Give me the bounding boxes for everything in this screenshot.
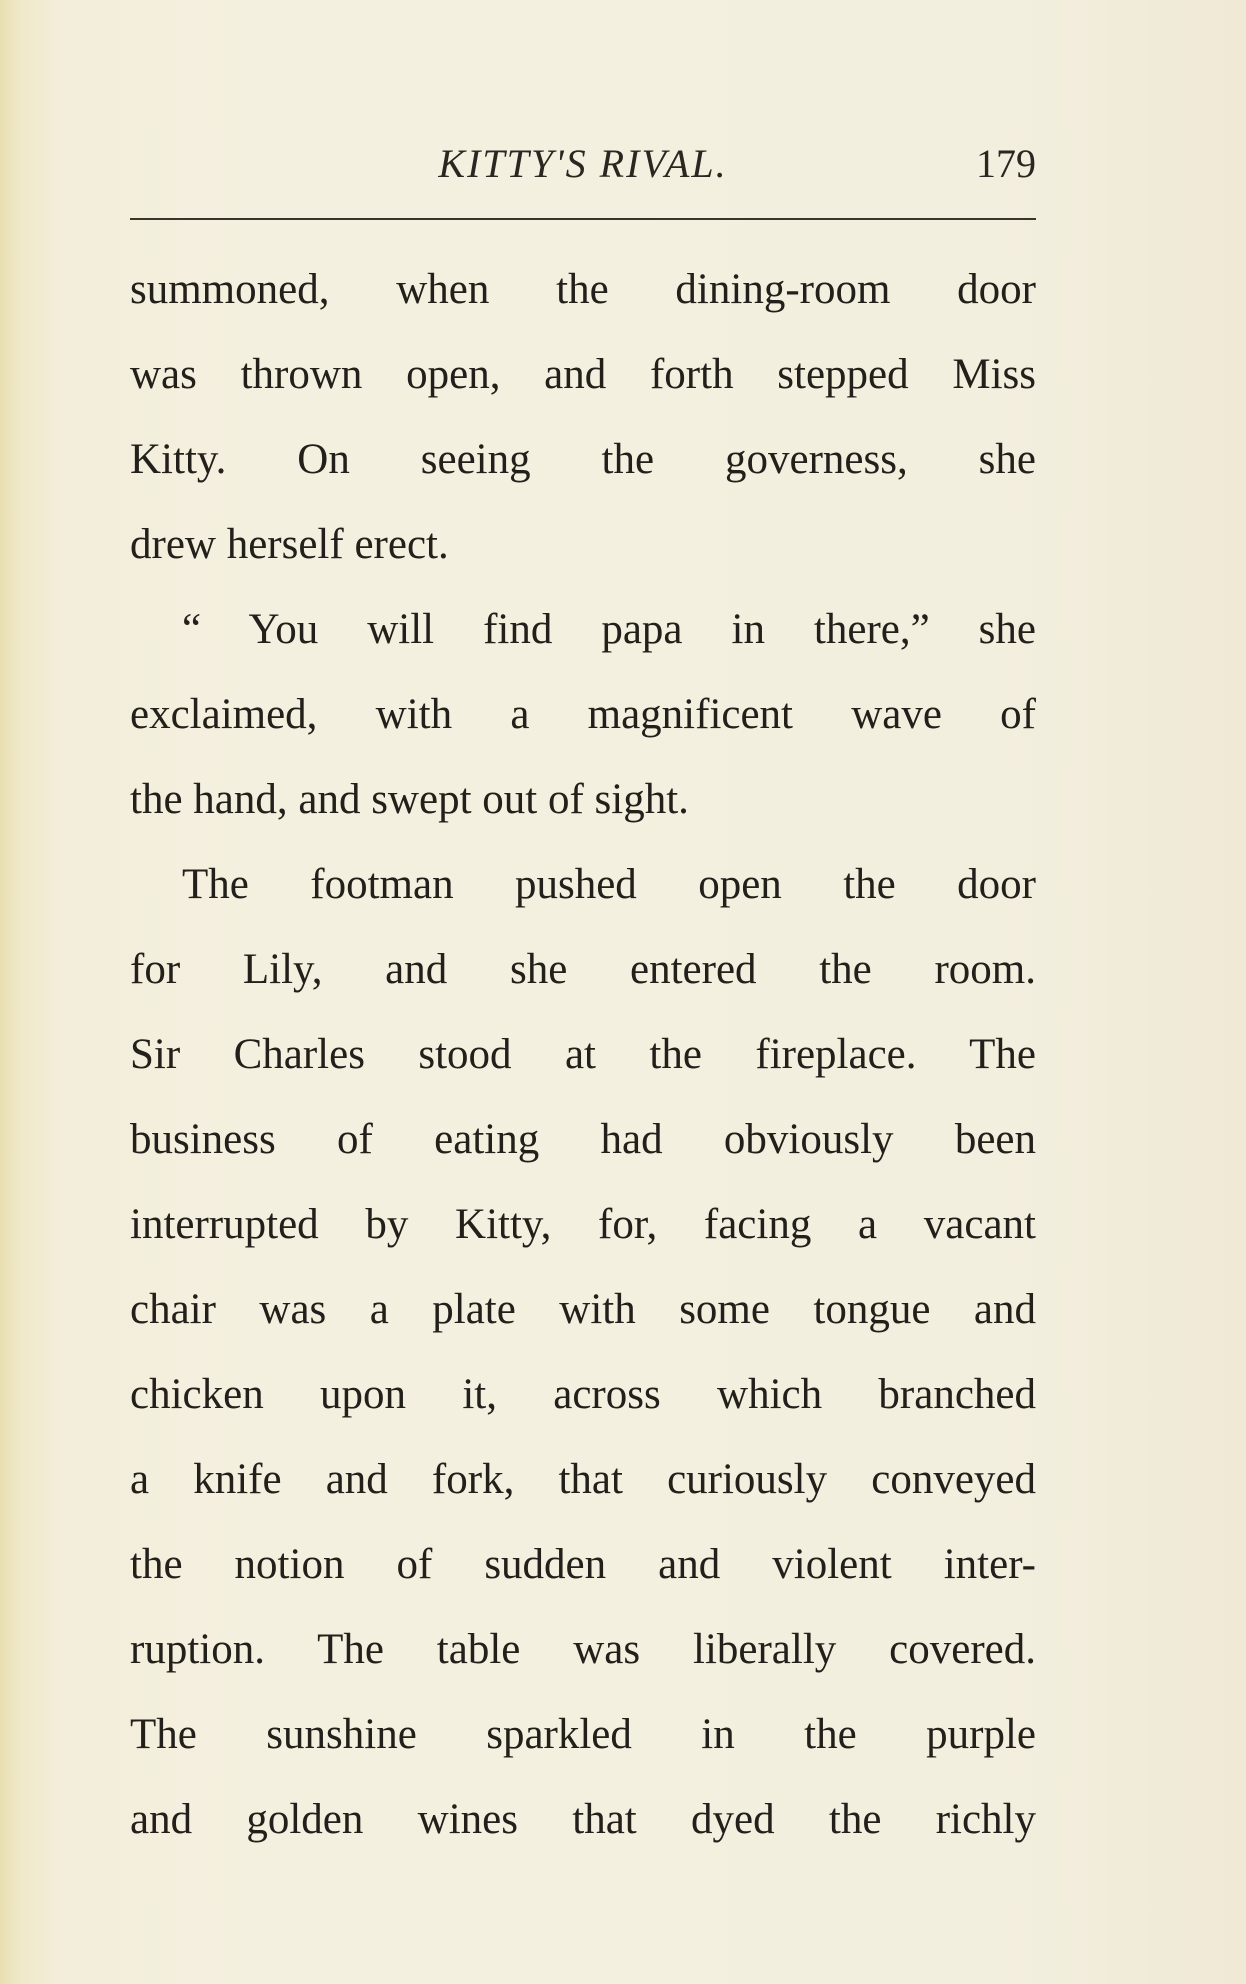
text-line: was thrown open, and forth stepped Miss bbox=[130, 351, 1036, 398]
text-line: for Lily, and she entered the room. bbox=[130, 946, 1036, 993]
text-line: “ You will find papa in there,” she bbox=[182, 606, 1036, 653]
text-line: The footman pushed open the door bbox=[182, 861, 1036, 908]
text-line: a knife and fork, that curiously conveyed bbox=[130, 1456, 1036, 1503]
running-head bbox=[130, 140, 1036, 200]
text-line: Kitty. On seeing the governess, she bbox=[130, 436, 1036, 483]
text-line: summoned, when the dining-room door bbox=[130, 266, 1036, 313]
text-line: and golden wines that dyed the richly bbox=[130, 1796, 1036, 1843]
page-number: 179 bbox=[976, 141, 1036, 186]
text-line: chicken upon it, across which branched bbox=[130, 1371, 1036, 1418]
header-rule bbox=[130, 218, 1036, 220]
text-line: business of eating had obviously been bbox=[130, 1116, 1036, 1163]
text-line: chair was a plate with some tongue and bbox=[130, 1286, 1036, 1333]
text-line: The sunshine sparkled in the purple bbox=[130, 1711, 1036, 1758]
text-line: exclaimed, with a magnificent wave of bbox=[130, 691, 1036, 738]
text-line: ruption. The table was liberally covered. bbox=[130, 1626, 1036, 1673]
text-line: the notion of sudden and violent inter- bbox=[130, 1541, 1036, 1588]
running-title: KITTY'S RIVAL. bbox=[438, 141, 728, 186]
text-line: drew herself erect. bbox=[130, 521, 449, 568]
text-line: the hand, and swept out of sight. bbox=[130, 776, 689, 823]
text-line: interrupted by Kitty, for, facing a vacant bbox=[130, 1201, 1036, 1248]
text-line: Sir Charles stood at the fireplace. The bbox=[130, 1031, 1036, 1078]
body-text bbox=[130, 254, 1036, 1869]
